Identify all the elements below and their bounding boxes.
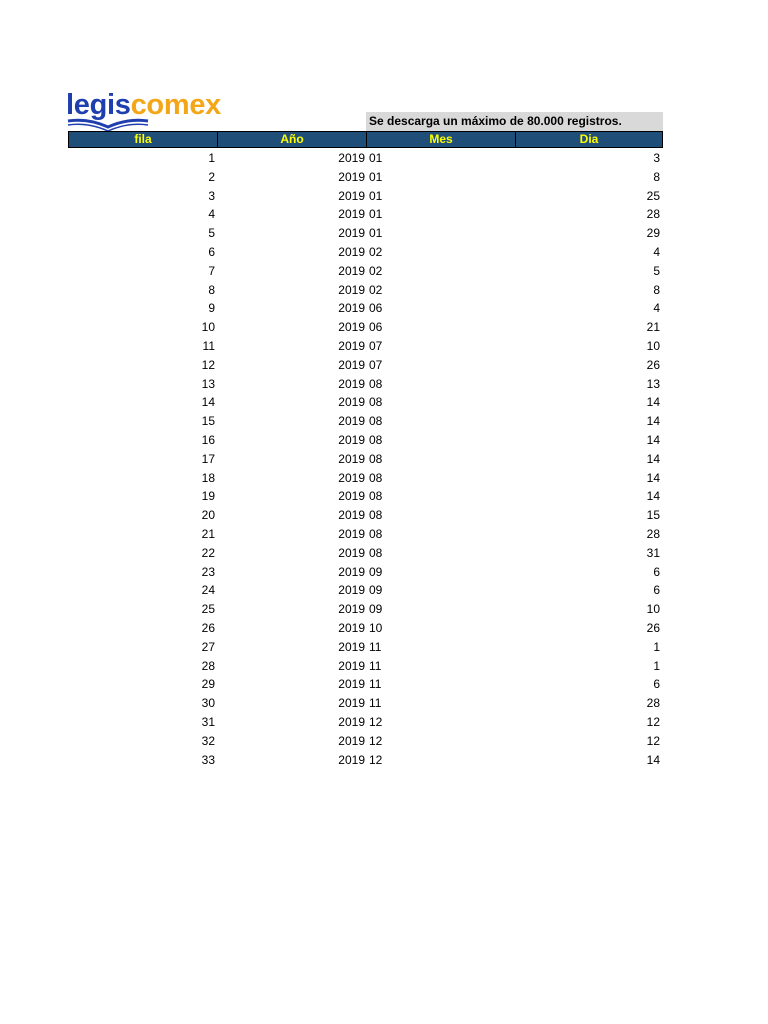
cell-fila: 31 [201, 714, 215, 729]
cell-dia: 21 [646, 320, 660, 335]
cell-mes: 09 [369, 602, 383, 617]
cell-mes: 11 [369, 639, 382, 654]
download-limit-notice: Se descarga un máximo de 80.000 registros. [366, 112, 663, 131]
cell-fila: 15 [201, 414, 215, 429]
table-row [68, 487, 663, 506]
cell-mes: 02 [369, 282, 383, 297]
cell-mes: 08 [369, 395, 383, 410]
cell-mes: 08 [369, 489, 383, 504]
cell-anio: 2019 [338, 357, 365, 372]
cell-anio: 2019 [338, 320, 365, 335]
table-row [68, 356, 663, 375]
table-row [68, 732, 663, 751]
cell-mes: 11 [369, 677, 382, 692]
cell-anio: 2019 [338, 282, 365, 297]
cell-dia: 26 [646, 357, 660, 372]
table-row [68, 450, 663, 469]
cell-dia: 14 [646, 470, 660, 485]
cell-fila: 32 [201, 733, 215, 748]
cell-mes: 08 [369, 414, 383, 429]
cell-anio: 2019 [338, 620, 365, 635]
cell-fila: 11 [202, 338, 215, 353]
cell-anio: 2019 [338, 508, 365, 523]
table-header [68, 131, 663, 148]
table-row [68, 168, 663, 187]
cell-mes: 08 [369, 376, 383, 391]
cell-anio: 2019 [338, 489, 365, 504]
cell-anio: 2019 [338, 395, 365, 410]
cell-fila: 24 [201, 583, 215, 598]
logo-wordmark [66, 88, 221, 122]
cell-anio: 2019 [338, 169, 365, 184]
cell-dia: 6 [653, 564, 660, 579]
table-row [68, 318, 663, 337]
cell-fila: 6 [208, 244, 215, 259]
cell-dia: 14 [646, 432, 660, 447]
cell-dia: 15 [646, 508, 660, 523]
header-dia: Dia [579, 132, 599, 146]
cell-dia: 28 [646, 526, 660, 541]
cell-fila: 30 [201, 696, 215, 711]
table-row [68, 262, 663, 281]
cell-dia: 28 [646, 696, 660, 711]
table-row [68, 657, 663, 676]
cell-fila: 28 [201, 658, 215, 673]
cell-anio: 2019 [338, 658, 365, 673]
cell-fila: 12 [201, 357, 215, 372]
cell-dia: 3 [653, 151, 660, 165]
table-row [68, 581, 663, 600]
cell-dia: 12 [646, 714, 660, 729]
logo-text-legis: legis [66, 89, 131, 121]
legiscomex-logo [66, 88, 266, 134]
table-row [68, 393, 663, 412]
cell-anio: 2019 [338, 639, 365, 654]
cell-fila: 27 [201, 639, 215, 654]
cell-dia: 14 [646, 414, 660, 429]
cell-fila: 8 [208, 282, 215, 297]
table-row [68, 281, 663, 300]
cell-mes: 08 [369, 545, 383, 560]
cell-mes: 08 [369, 508, 383, 523]
cell-mes: 08 [369, 470, 383, 485]
cell-fila: 25 [201, 602, 215, 617]
cell-dia: 13 [646, 376, 660, 391]
cell-anio: 2019 [338, 338, 365, 353]
cell-mes: 06 [369, 320, 383, 335]
cell-anio: 2019 [338, 714, 365, 729]
cell-fila: 19 [201, 489, 215, 504]
cell-dia: 28 [646, 207, 660, 222]
cell-dia: 29 [646, 226, 660, 241]
cell-fila: 14 [201, 395, 215, 410]
cell-dia: 10 [646, 602, 660, 617]
cell-mes: 09 [369, 564, 383, 579]
table-row [68, 506, 663, 525]
cell-mes: 02 [369, 263, 383, 278]
table-row [68, 469, 663, 488]
table-row [68, 619, 663, 638]
cell-anio: 2019 [338, 451, 365, 466]
cell-fila: 29 [201, 677, 215, 692]
cell-mes: 11 [369, 696, 382, 711]
cell-fila: 5 [208, 226, 215, 241]
cell-mes: 08 [369, 432, 383, 447]
cell-fila: 2 [208, 169, 215, 184]
cell-mes: 01 [369, 188, 383, 203]
table-row [68, 563, 663, 582]
table-row [68, 544, 663, 563]
cell-fila: 20 [201, 508, 215, 523]
cell-dia: 8 [653, 282, 660, 297]
cell-fila: 18 [201, 470, 215, 485]
cell-fila: 4 [208, 207, 215, 222]
cell-fila: 7 [208, 263, 215, 278]
table-row [68, 337, 663, 356]
table-row [68, 375, 663, 394]
cell-mes: 07 [369, 338, 383, 353]
cell-anio: 2019 [338, 696, 365, 711]
table-row [68, 694, 663, 713]
table-row [68, 149, 663, 168]
table-row [68, 412, 663, 431]
logo-text-comex: comex [130, 89, 221, 121]
cell-fila: 22 [201, 545, 215, 560]
cell-fila: 21 [201, 526, 215, 541]
cell-dia: 25 [646, 188, 660, 203]
table-row [68, 713, 663, 732]
cell-anio: 2019 [338, 583, 365, 598]
cell-fila: 33 [201, 752, 215, 767]
header-fila: fila [69, 132, 218, 147]
table-row [68, 431, 663, 450]
cell-dia: 4 [653, 301, 660, 316]
cell-dia: 14 [646, 395, 660, 410]
cell-anio: 2019 [338, 226, 365, 241]
table-row [68, 600, 663, 619]
cell-dia: 14 [646, 752, 660, 767]
cell-anio: 2019 [338, 301, 365, 316]
cell-dia: 1 [653, 639, 660, 654]
cell-mes: 02 [369, 244, 383, 259]
cell-mes: 01 [369, 151, 383, 165]
cell-dia: 4 [653, 244, 660, 259]
cell-mes: 12 [369, 733, 383, 748]
cell-fila: 9 [208, 301, 215, 316]
table-body [68, 149, 663, 769]
cell-dia: 14 [646, 489, 660, 504]
cell-anio: 2019 [338, 207, 365, 222]
cell-dia: 10 [646, 338, 660, 353]
cell-mes: 09 [369, 583, 383, 598]
cell-mes: 10 [369, 620, 383, 635]
table-row [68, 205, 663, 224]
header-mes: Mes [367, 132, 516, 147]
cell-dia: 5 [653, 263, 660, 278]
cell-anio: 2019 [338, 602, 365, 617]
table-row [68, 299, 663, 318]
cell-dia: 6 [653, 583, 660, 598]
cell-anio: 2019 [338, 470, 365, 485]
cell-dia: 8 [653, 169, 660, 184]
cell-fila: 23 [201, 564, 215, 579]
cell-fila: 16 [201, 432, 215, 447]
cell-anio: 2019 [338, 526, 365, 541]
cell-anio: 2019 [338, 752, 365, 767]
table-row [68, 224, 663, 243]
cell-mes: 01 [369, 169, 383, 184]
cell-mes: 12 [369, 714, 383, 729]
table-row [68, 525, 663, 544]
cell-fila: 1 [208, 151, 215, 165]
cell-mes: 07 [369, 357, 383, 372]
cell-dia: 1 [653, 658, 660, 673]
table-row [68, 638, 663, 657]
cell-fila: 13 [201, 376, 215, 391]
cell-anio: 2019 [338, 545, 365, 560]
cell-anio: 2019 [338, 733, 365, 748]
cell-mes: 08 [369, 526, 383, 541]
table-row [68, 187, 663, 206]
cell-mes: 01 [369, 226, 383, 241]
cell-fila: 3 [208, 188, 215, 203]
cell-anio: 2019 [338, 244, 365, 259]
table-row [68, 243, 663, 262]
cell-fila: 17 [201, 451, 215, 466]
cell-anio: 2019 [338, 677, 365, 692]
cell-mes: 11 [369, 658, 382, 673]
cell-anio: 2019 [338, 414, 365, 429]
cell-mes: 12 [369, 752, 383, 767]
cell-anio: 2019 [338, 432, 365, 447]
cell-anio: 2019 [338, 564, 365, 579]
cell-dia: 12 [646, 733, 660, 748]
cell-fila: 10 [201, 320, 215, 335]
table-row [68, 751, 663, 770]
cell-mes: 08 [369, 451, 383, 466]
cell-dia: 14 [646, 451, 660, 466]
cell-fila: 26 [201, 620, 215, 635]
book-icon [66, 118, 150, 132]
header-anio: Año [218, 132, 367, 147]
cell-mes: 01 [369, 207, 383, 222]
cell-mes: 06 [369, 301, 383, 316]
cell-anio: 2019 [338, 263, 365, 278]
cell-dia: 6 [653, 677, 660, 692]
cell-dia: 31 [646, 545, 660, 560]
cell-dia: 26 [646, 620, 660, 635]
table-row [68, 675, 663, 694]
cell-anio: 2019 [338, 376, 365, 391]
cell-anio: 2019 [338, 151, 365, 165]
cell-anio: 2019 [338, 188, 365, 203]
